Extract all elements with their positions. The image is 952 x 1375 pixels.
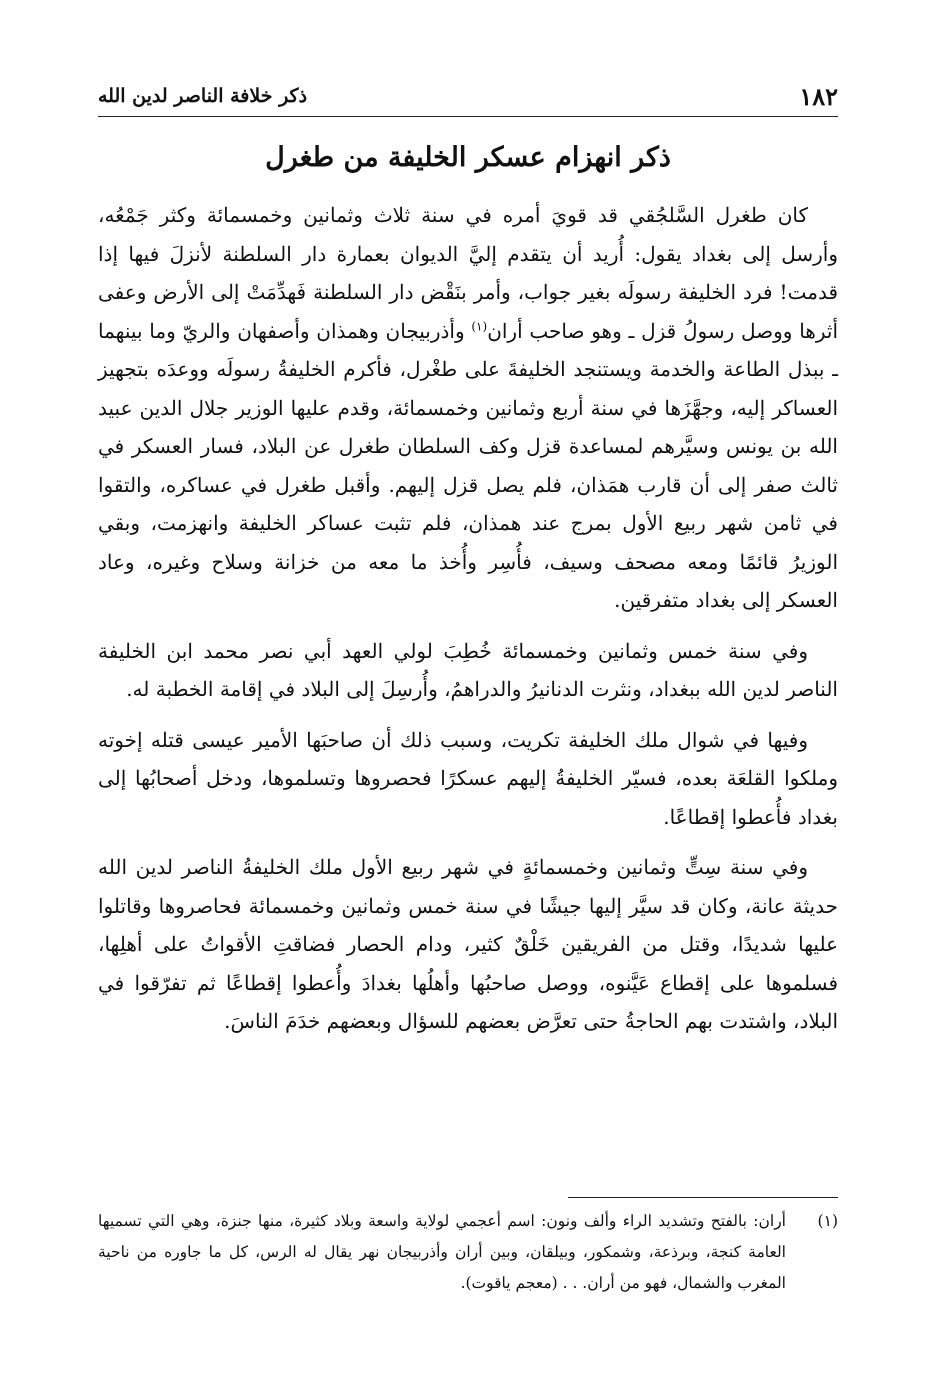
- paragraph: وفيها في شوال ملك الخليفة تكريت، وسبب ذلك أن صاحبَها الأمير عيسى قتله إخوته وملكوا القلعَة بعده، فسيّر الخليفةُ إليهم عسكرًا فحصروها وتسلموها، ودخل أصحابُها إلى بغداد فأُعطوا إقطاعًا.: [98, 727, 838, 829]
- paragraph-text: وأذربيجان وهمذان وأصفهان والريّ وما بينهما ـ ببذل الطاعة والخدمة ويستنجد الخليفةَ على طغْرل، فأكرم الخليفةُ رسولَه ووعدَه بتجهيز العساكر إليه، وجهَّزَها في سنة أربع وثمانين وخمسمائة، وقدم عليها الوزير جلال الدين عبيد الله بن يونس وسيَّرهم لمساعدة قزل وكف السلطان طغرل عن البلاد، فسار العسكر في ثالث صفر إلى أن قارب همَذان، فلم يصل قزل إليهم. وأقبل طغرل في عساكره، والتقوا في ثامن شهر ربيع الأول بمرج عند همذان، فلم تثبت عساكر الخليفة وانهزمت، وبقي الوزيرُ قائمًا ومعه مصحف وسيف، فأُسِر وأُخذ ما معه من خزانة وسلاح وغيره، وعاد العسكر إلى بغداد متفرقين.: [98, 318, 838, 612]
- footnote-divider: [568, 1197, 838, 1198]
- footnotes: [98, 1206, 838, 1299]
- section-title: ذكر انهزام عسكر الخليفة من طغرل: [265, 142, 671, 173]
- paragraph: وفي سنة سِتٍّ وثمانين وخمسمائةٍ في شهر ربيع الأول ملك الخليفةُ الناصر لدين الله حديثة عانة، وكان قد سيَّر إليها جيشًا في سنة خمس وثمانين وخمسمائة فحاصروها وقاتلوا عليها شديدًا، وقتل من الفريقين خَلْقٌ كثير، ودام الحصار فضاقتِ الأقواتُ على أهلِها، فسلموها على إقطاع عَيَّنوه، ووصل صاحبُها وأهلُها بغدادَ وأُعطوا إقطاعًا ثم تفرّقوا في البلاد، واشتدت بهم الحاجةُ حتى تعرَّض بعضهم للسؤال وبعضهم خدَمَ الناسَ.: [98, 855, 838, 1033]
- footnote-text: أران: بالفتح وتشديد الراء وألف ونون: اسم أعجمي لولاية واسعة وبلاد كثيرة، منها جنزة، وهي التي تسميها العامة كنجة، وبرذعة، وشمكور، وبيلقان، وبين أران وأذربيجان نهر يقال له الرس، كل ما جاوره من ناحية المغرب والشمال، فهو من أران. . . (معجم ياقوت).: [98, 1212, 786, 1292]
- main-text: [98, 196, 838, 1053]
- footnote-reference[interactable]: (١): [471, 318, 488, 333]
- paragraph: [98, 196, 838, 620]
- running-title: ذكر خلافة الناصر لدين الله: [98, 85, 308, 107]
- paragraph-text: كان طغرل السَّلجُقي قد قويَ أمره في سنة ثلاث وثمانين وخمسمائة وكثر جَمْعُه، وأرسل إلى بغداد يقول: أُريد أن يتقدم إليَّ الديوان بعمارة دار السلطنة لأنزلَ فيها إذا قدمت! فرد الخليفة رسولَه بغير جواب، وأمر بنَقْض دار السلطنة فَهدِّمَتْ إلى الأرض وعفى أثرها ووصل رسولُ قزل ـ وهو صاحب أران: [98, 203, 838, 343]
- paragraph: وفي سنة خمس وثمانين وخمسمائة خُطِبَ لولي العهد أبي نصر محمد ابن الخليفة الناصر لدين الله ببغداد، ونثرت الدنانيرُ والدراهمُ، وأُرسِلَ إلى البلاد في إقامة الخطبة له.: [98, 638, 838, 701]
- footnote: [98, 1206, 838, 1299]
- page-number: ١٨٢: [799, 81, 838, 111]
- footnote-number: (١): [817, 1212, 838, 1230]
- page-header: [98, 76, 838, 117]
